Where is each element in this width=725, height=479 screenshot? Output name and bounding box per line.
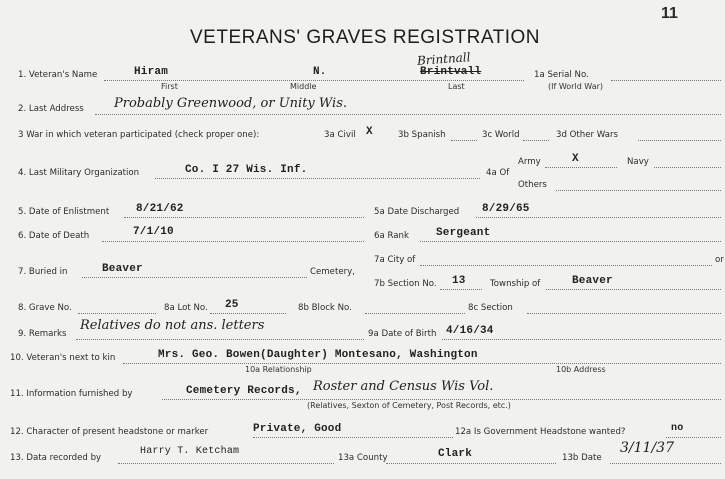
label-township: Township of <box>490 279 541 289</box>
value-death: 7/1/10 <box>133 226 174 238</box>
line-army <box>545 167 617 168</box>
label-middle: Middle <box>290 82 317 91</box>
line-enlistment <box>124 217 364 218</box>
label-navy: Navy <box>627 157 649 167</box>
label-others: Others <box>518 180 547 190</box>
value-buried-in: Beaver <box>102 263 143 275</box>
label-civil: 3a Civil <box>324 130 356 140</box>
line-lot-no <box>210 313 286 314</box>
label-info-furnished: 11. Information furnished by <box>10 389 133 399</box>
line-section-no <box>440 289 482 290</box>
line-rank <box>420 241 721 242</box>
page-number: 11 <box>661 5 678 22</box>
label-recorded-by: 13. Data recorded by <box>10 453 102 463</box>
value-info-handwritten: Roster and Census Wis Vol. <box>313 379 494 394</box>
line-block-no <box>365 313 465 314</box>
label-address: 10b Address <box>556 365 606 374</box>
label-headstone: 12. Character of present headstone or marker <box>10 427 209 437</box>
label-last: Last <box>448 82 465 91</box>
line-organization <box>155 178 480 179</box>
label-organization: 4. Last Military Organization <box>18 168 140 178</box>
line-buried-in <box>82 277 307 278</box>
value-last-address: Probably Greenwood, or Unity Wis. <box>114 96 347 111</box>
form-title: VETERANS' GRAVES REGISTRATION <box>190 27 540 48</box>
value-birth: 4/16/34 <box>446 325 494 337</box>
label-grave-no: 8. Grave No. <box>18 303 72 313</box>
label-birth: 9a Date of Birth <box>368 329 437 339</box>
label-cemetery: Cemetery, <box>310 267 355 277</box>
line-next-of-kin <box>123 363 721 364</box>
label-relationship: 10a Relationship <box>245 365 312 374</box>
value-last-name-typed: Brintvall <box>420 66 482 78</box>
label-or: or <box>715 255 724 265</box>
label-first: First <box>161 82 178 91</box>
label-if-world-war: (If World War) <box>548 82 604 91</box>
value-section-no: 13 <box>452 275 466 287</box>
label-serial-no: 1a Serial No. <box>534 70 589 80</box>
line-recorded-by <box>118 463 334 464</box>
label-section-no: 7b Section No. <box>374 279 437 289</box>
label-county: 13a County <box>338 453 388 463</box>
value-date: 3/11/37 <box>620 440 674 456</box>
value-last-name-handwritten: Brintnall <box>416 50 471 68</box>
value-middle-name: N. <box>313 66 327 78</box>
label-discharged: 5a Date Discharged <box>374 207 460 217</box>
line-city <box>420 265 712 266</box>
label-info-note: (Relatives, Sexton of Cemetery, Post Records, etc.) <box>307 401 511 410</box>
label-veteran-name: 1. Veteran's Name <box>18 70 98 80</box>
label-section: 8c Section <box>468 303 513 313</box>
label-city: 7a City of <box>374 255 416 265</box>
value-next-of-kin: Mrs. Geo. Bowen(Daughter) Montesano, Washington <box>158 349 478 361</box>
label-date: 13b Date <box>562 453 602 463</box>
value-enlistment: 8/21/62 <box>136 203 184 215</box>
value-discharged: 8/29/65 <box>482 203 530 215</box>
value-army-mark: X <box>572 153 579 165</box>
label-last-address: 2. Last Address <box>18 104 84 114</box>
line-gov-headstone <box>666 437 721 438</box>
line-section <box>527 313 721 314</box>
line-others <box>556 190 721 191</box>
value-headstone: Private, Good <box>253 423 342 435</box>
line-date <box>610 463 721 464</box>
line-serial-no <box>611 80 721 81</box>
value-recorded-by: Harry T. Ketcham <box>140 446 240 457</box>
value-gov-headstone: no <box>671 423 684 434</box>
value-remarks: Relatives do not ans. letters <box>80 318 265 333</box>
value-organization: Co. I 27 Wis. Inf. <box>185 164 308 176</box>
label-rank: 6a Rank <box>374 231 409 241</box>
line-spanish <box>451 140 477 141</box>
label-world: 3c World <box>482 130 520 140</box>
label-lot-no: 8a Lot No. <box>164 303 208 313</box>
label-spanish: 3b Spanish <box>398 130 446 140</box>
label-remarks: 9. Remarks <box>18 329 67 339</box>
label-buried-in: 7. Buried in <box>18 267 68 277</box>
line-navy <box>654 167 721 168</box>
line-township <box>546 289 721 290</box>
value-rank: Sergeant <box>436 227 491 239</box>
line-county <box>386 463 556 464</box>
value-first-name: Hiram <box>134 66 169 78</box>
label-enlistment: 5. Date of Enlistment <box>18 207 110 217</box>
line-last-address <box>95 114 721 115</box>
label-gov-headstone: 12a Is Government Headstone wanted? <box>455 427 626 437</box>
label-4a-of: 4a Of <box>486 168 510 178</box>
line-death <box>102 241 364 242</box>
line-remarks <box>76 339 364 340</box>
label-war: 3 War in which veteran participated (check proper one): <box>18 130 260 140</box>
line-grave-no <box>78 313 156 314</box>
label-next-of-kin: 10. Veteran's next to kin <box>10 353 116 363</box>
label-block-no: 8b Block No. <box>298 303 352 313</box>
line-discharged <box>476 217 721 218</box>
line-name <box>104 80 524 81</box>
line-world <box>523 140 549 141</box>
value-township: Beaver <box>572 275 613 287</box>
value-county: Clark <box>438 448 473 460</box>
value-lot-no: 25 <box>225 299 239 311</box>
value-info-typed: Cemetery Records, <box>186 385 302 397</box>
label-death: 6. Date of Death <box>18 231 90 241</box>
line-other-wars <box>638 140 721 141</box>
line-info-furnished <box>162 399 721 400</box>
label-other-wars: 3d Other Wars <box>556 130 619 140</box>
line-headstone <box>253 437 453 438</box>
value-civil-mark: X <box>366 126 373 138</box>
line-birth <box>442 339 721 340</box>
label-army: Army <box>518 157 541 167</box>
